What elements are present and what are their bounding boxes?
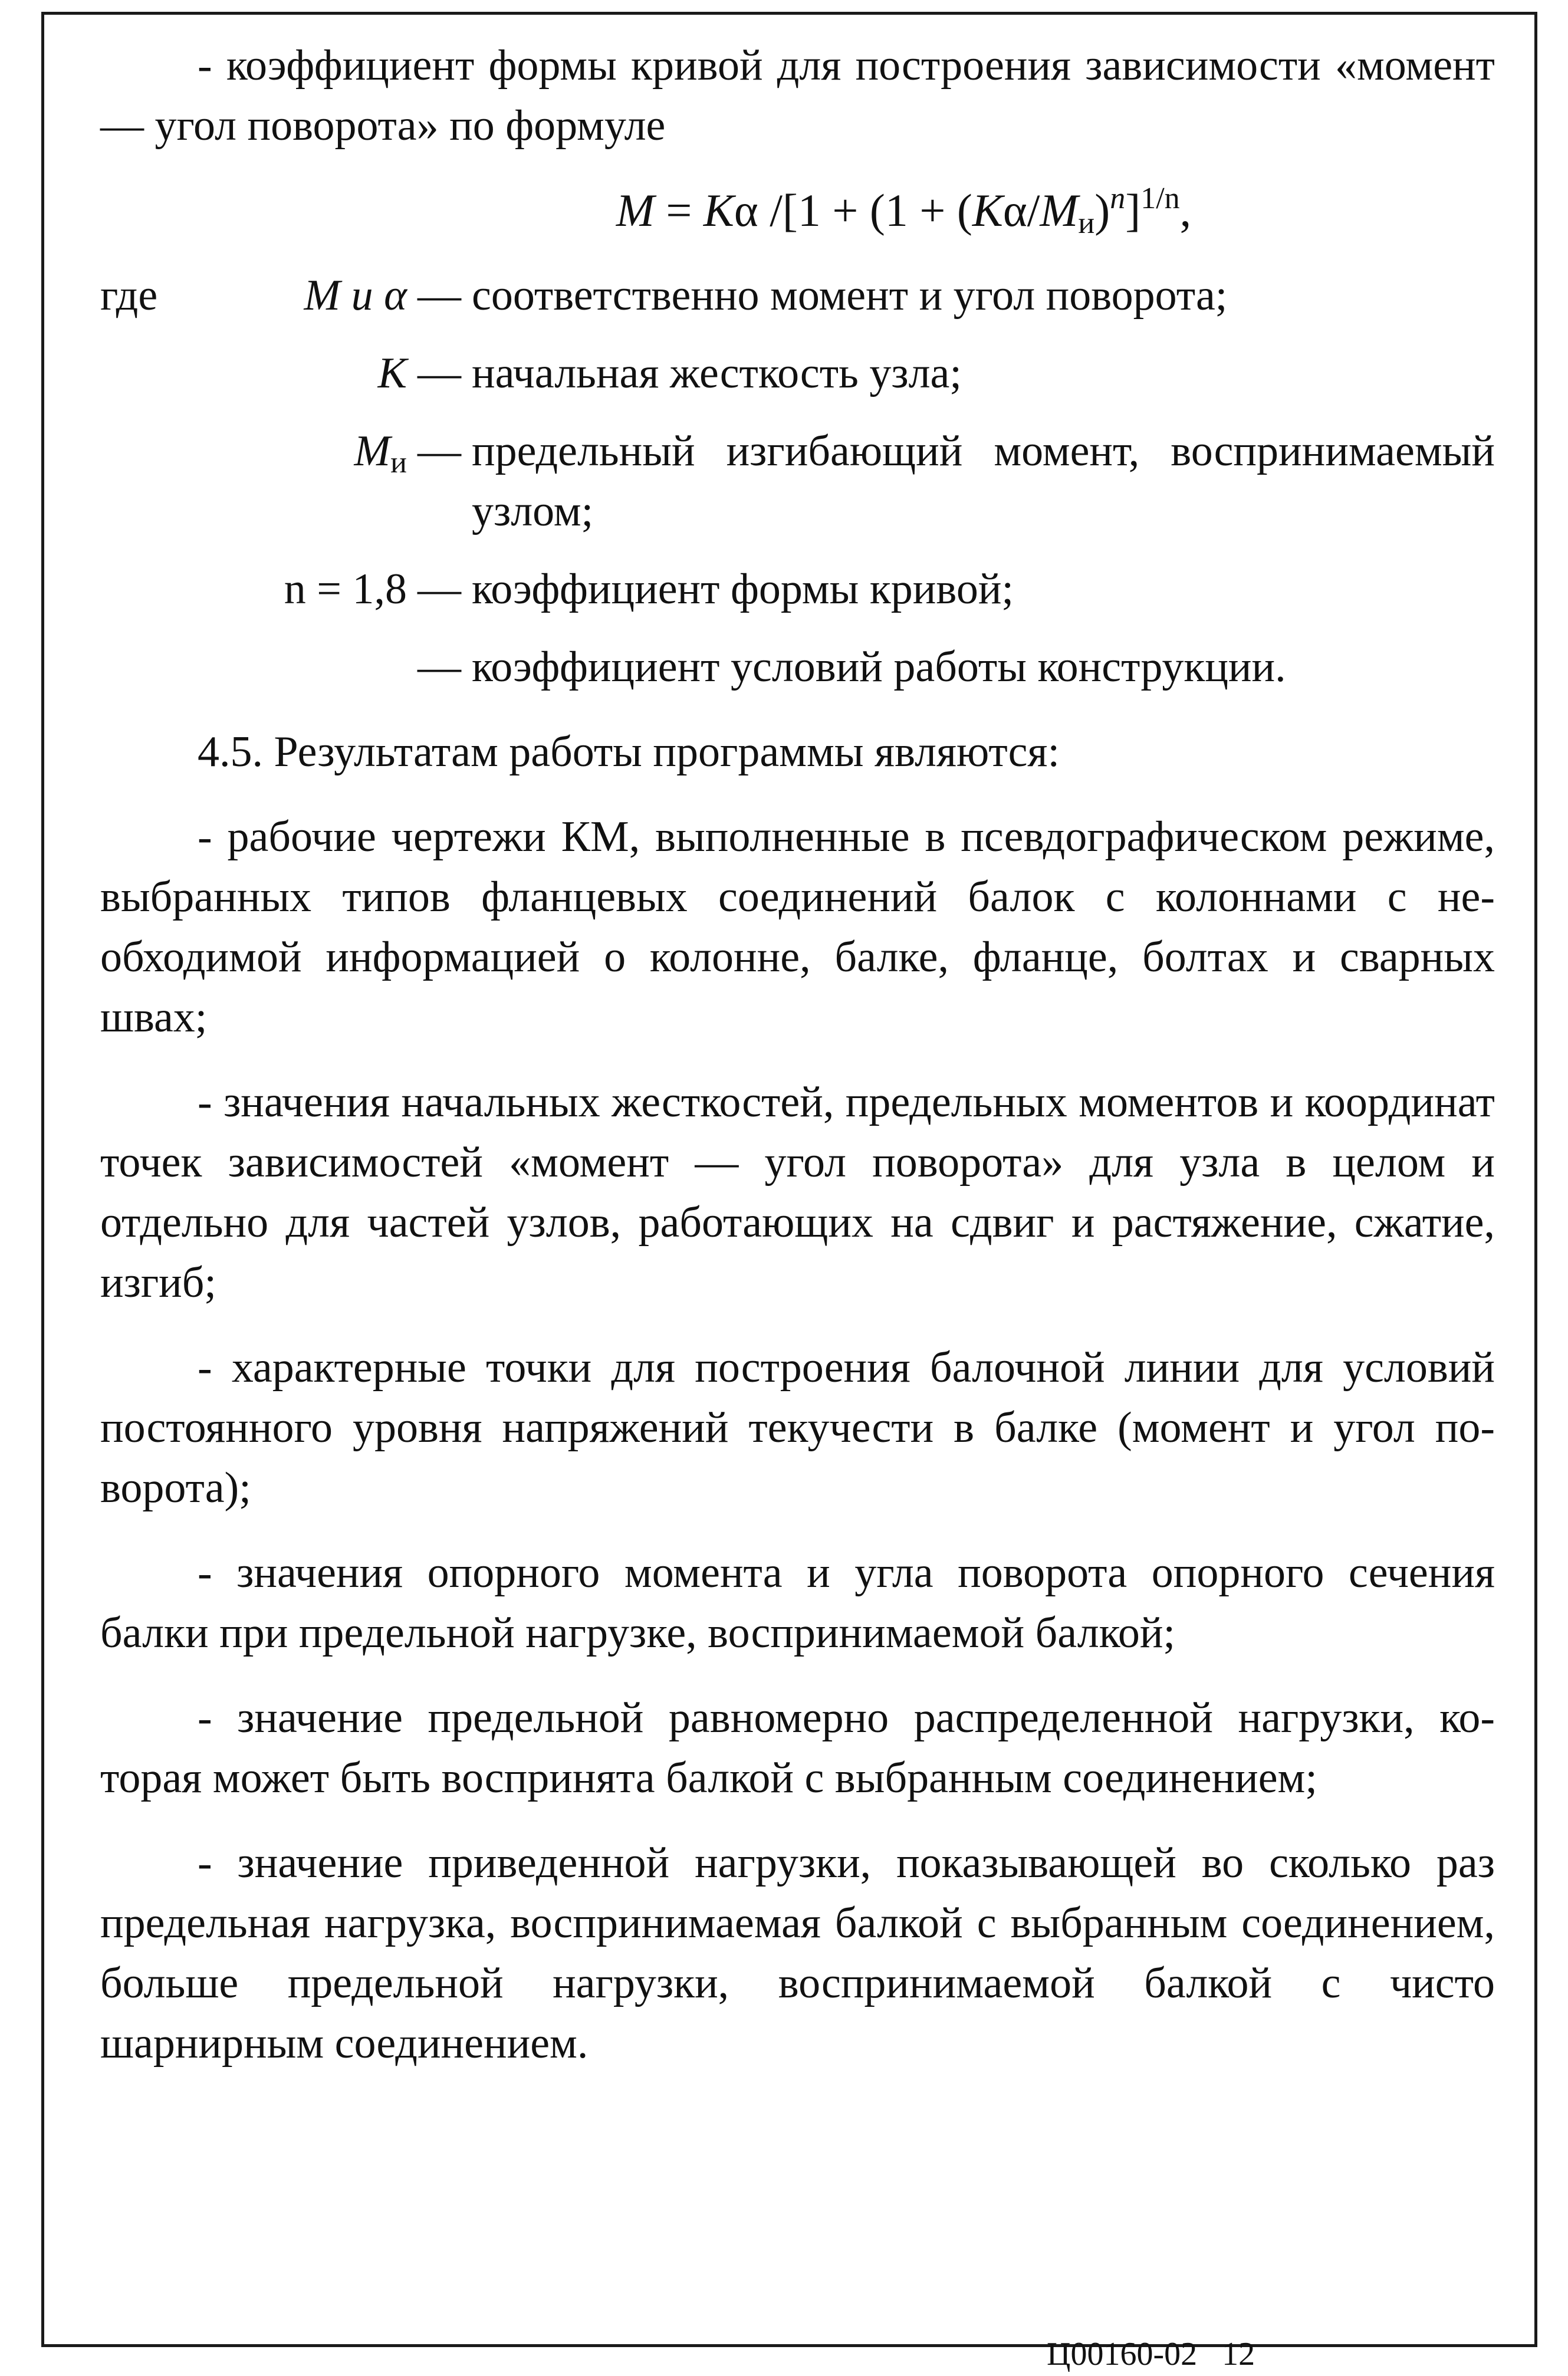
result-item: - значение приведенной нагрузки, показывающей во сколько раз предельная нагрузка, воспринимаемая балкой с выбранным соединением, больше предельной нагрузки, воспринимаемой балкой с чисто шарнирным соединением. bbox=[100, 1839, 1495, 2068]
page-content bbox=[100, 35, 1495, 2098]
formula-mid: /[1 + (1 + ( bbox=[758, 185, 972, 236]
doc-code: Ц00160-02 bbox=[1047, 2336, 1198, 2372]
formula-m2: M bbox=[1040, 185, 1079, 236]
legend-dash: — bbox=[418, 349, 461, 397]
formula-k2: K bbox=[972, 185, 1003, 236]
legend-dash: — bbox=[418, 427, 461, 475]
legend-dash: — bbox=[418, 271, 461, 320]
legend-symbol bbox=[100, 559, 407, 619]
formula-legend bbox=[100, 265, 1495, 697]
legend-symbol-text: n = 1,8 bbox=[284, 565, 407, 613]
legend-symbol-text: M и α bbox=[304, 271, 407, 320]
legend-description: начальная жесткость узла; bbox=[472, 349, 962, 397]
result-item: - рабочие чертежи КМ, выполненные в псевдографическом режиме, выбранных типов фланцевых соединений балок с колоннами с необходимой информацией о колонне, балке, фланце, болтах и сварных швах; bbox=[100, 813, 1495, 1041]
legend-symbol bbox=[100, 637, 407, 697]
formula-sub: и bbox=[1078, 206, 1095, 240]
formula-sup-n: n bbox=[1110, 182, 1126, 215]
result-item: - значения опорного момента и угла поворота опорного сечения балки при предельной нагрузке, воспринимаемой балкой; bbox=[100, 1549, 1495, 1657]
formula-close2: ] bbox=[1125, 185, 1141, 236]
legend-dash: — bbox=[418, 643, 461, 691]
page-number: 12 bbox=[1222, 2336, 1255, 2372]
legend-symbol-sub: и bbox=[390, 446, 407, 479]
formula-alpha2: α/ bbox=[1002, 185, 1040, 236]
formula-close1: ) bbox=[1094, 185, 1110, 236]
legend-dash: — bbox=[418, 565, 461, 613]
formula-lhs: M bbox=[616, 185, 655, 236]
legend-description: соответственно момент и угол поворота; bbox=[472, 271, 1228, 320]
legend-symbol-text: K bbox=[377, 349, 407, 397]
section-heading: 4.5. Результатам работы программы являются: bbox=[198, 728, 1060, 776]
legend-where: где bbox=[100, 271, 158, 320]
result-item: - значение предельной равномерно распределенной нагрузки, которая может быть воспринята балкой с выбранным соединением; bbox=[100, 1694, 1495, 1802]
legend-symbol-m: M bbox=[354, 427, 391, 475]
legend-description: коэффициент формы кривой; bbox=[472, 565, 1014, 613]
legend-symbol bbox=[100, 421, 407, 541]
formula bbox=[100, 180, 1495, 241]
result-item: - значения начальных жесткостей, предельных моментов и координат точек зависимостей «момент — угол поворота» для узла в целом и отдельно для частей узлов, работающих на сдвиг и растяжение, сжатие, изгиб; bbox=[100, 1078, 1495, 1307]
legend-symbol-text bbox=[354, 421, 407, 481]
formula-tail: , bbox=[1179, 185, 1192, 236]
legend-description: коэффициент условий работы конструкции. bbox=[472, 643, 1286, 691]
intro-paragraph: - коэффициент формы кривой для построения зависимости «момент — угол поворота» по формуле bbox=[100, 41, 1495, 150]
legend-description: предельный изгибающий момент, воспринимаемый узлом; bbox=[472, 427, 1495, 535]
legend-symbol bbox=[100, 265, 407, 326]
result-item: - характерные точки для построения балочной линии для условий постоянного уровня напряжений текучести в балке (момент и угол поворота); bbox=[100, 1343, 1495, 1512]
formula-alpha: α bbox=[734, 185, 758, 236]
formula-k: K bbox=[703, 185, 734, 236]
formula-eq: = bbox=[654, 185, 704, 236]
formula-sup-exp: 1/n bbox=[1140, 182, 1180, 215]
legend-symbol bbox=[100, 343, 407, 403]
footer-doc-code bbox=[1047, 2336, 1255, 2372]
